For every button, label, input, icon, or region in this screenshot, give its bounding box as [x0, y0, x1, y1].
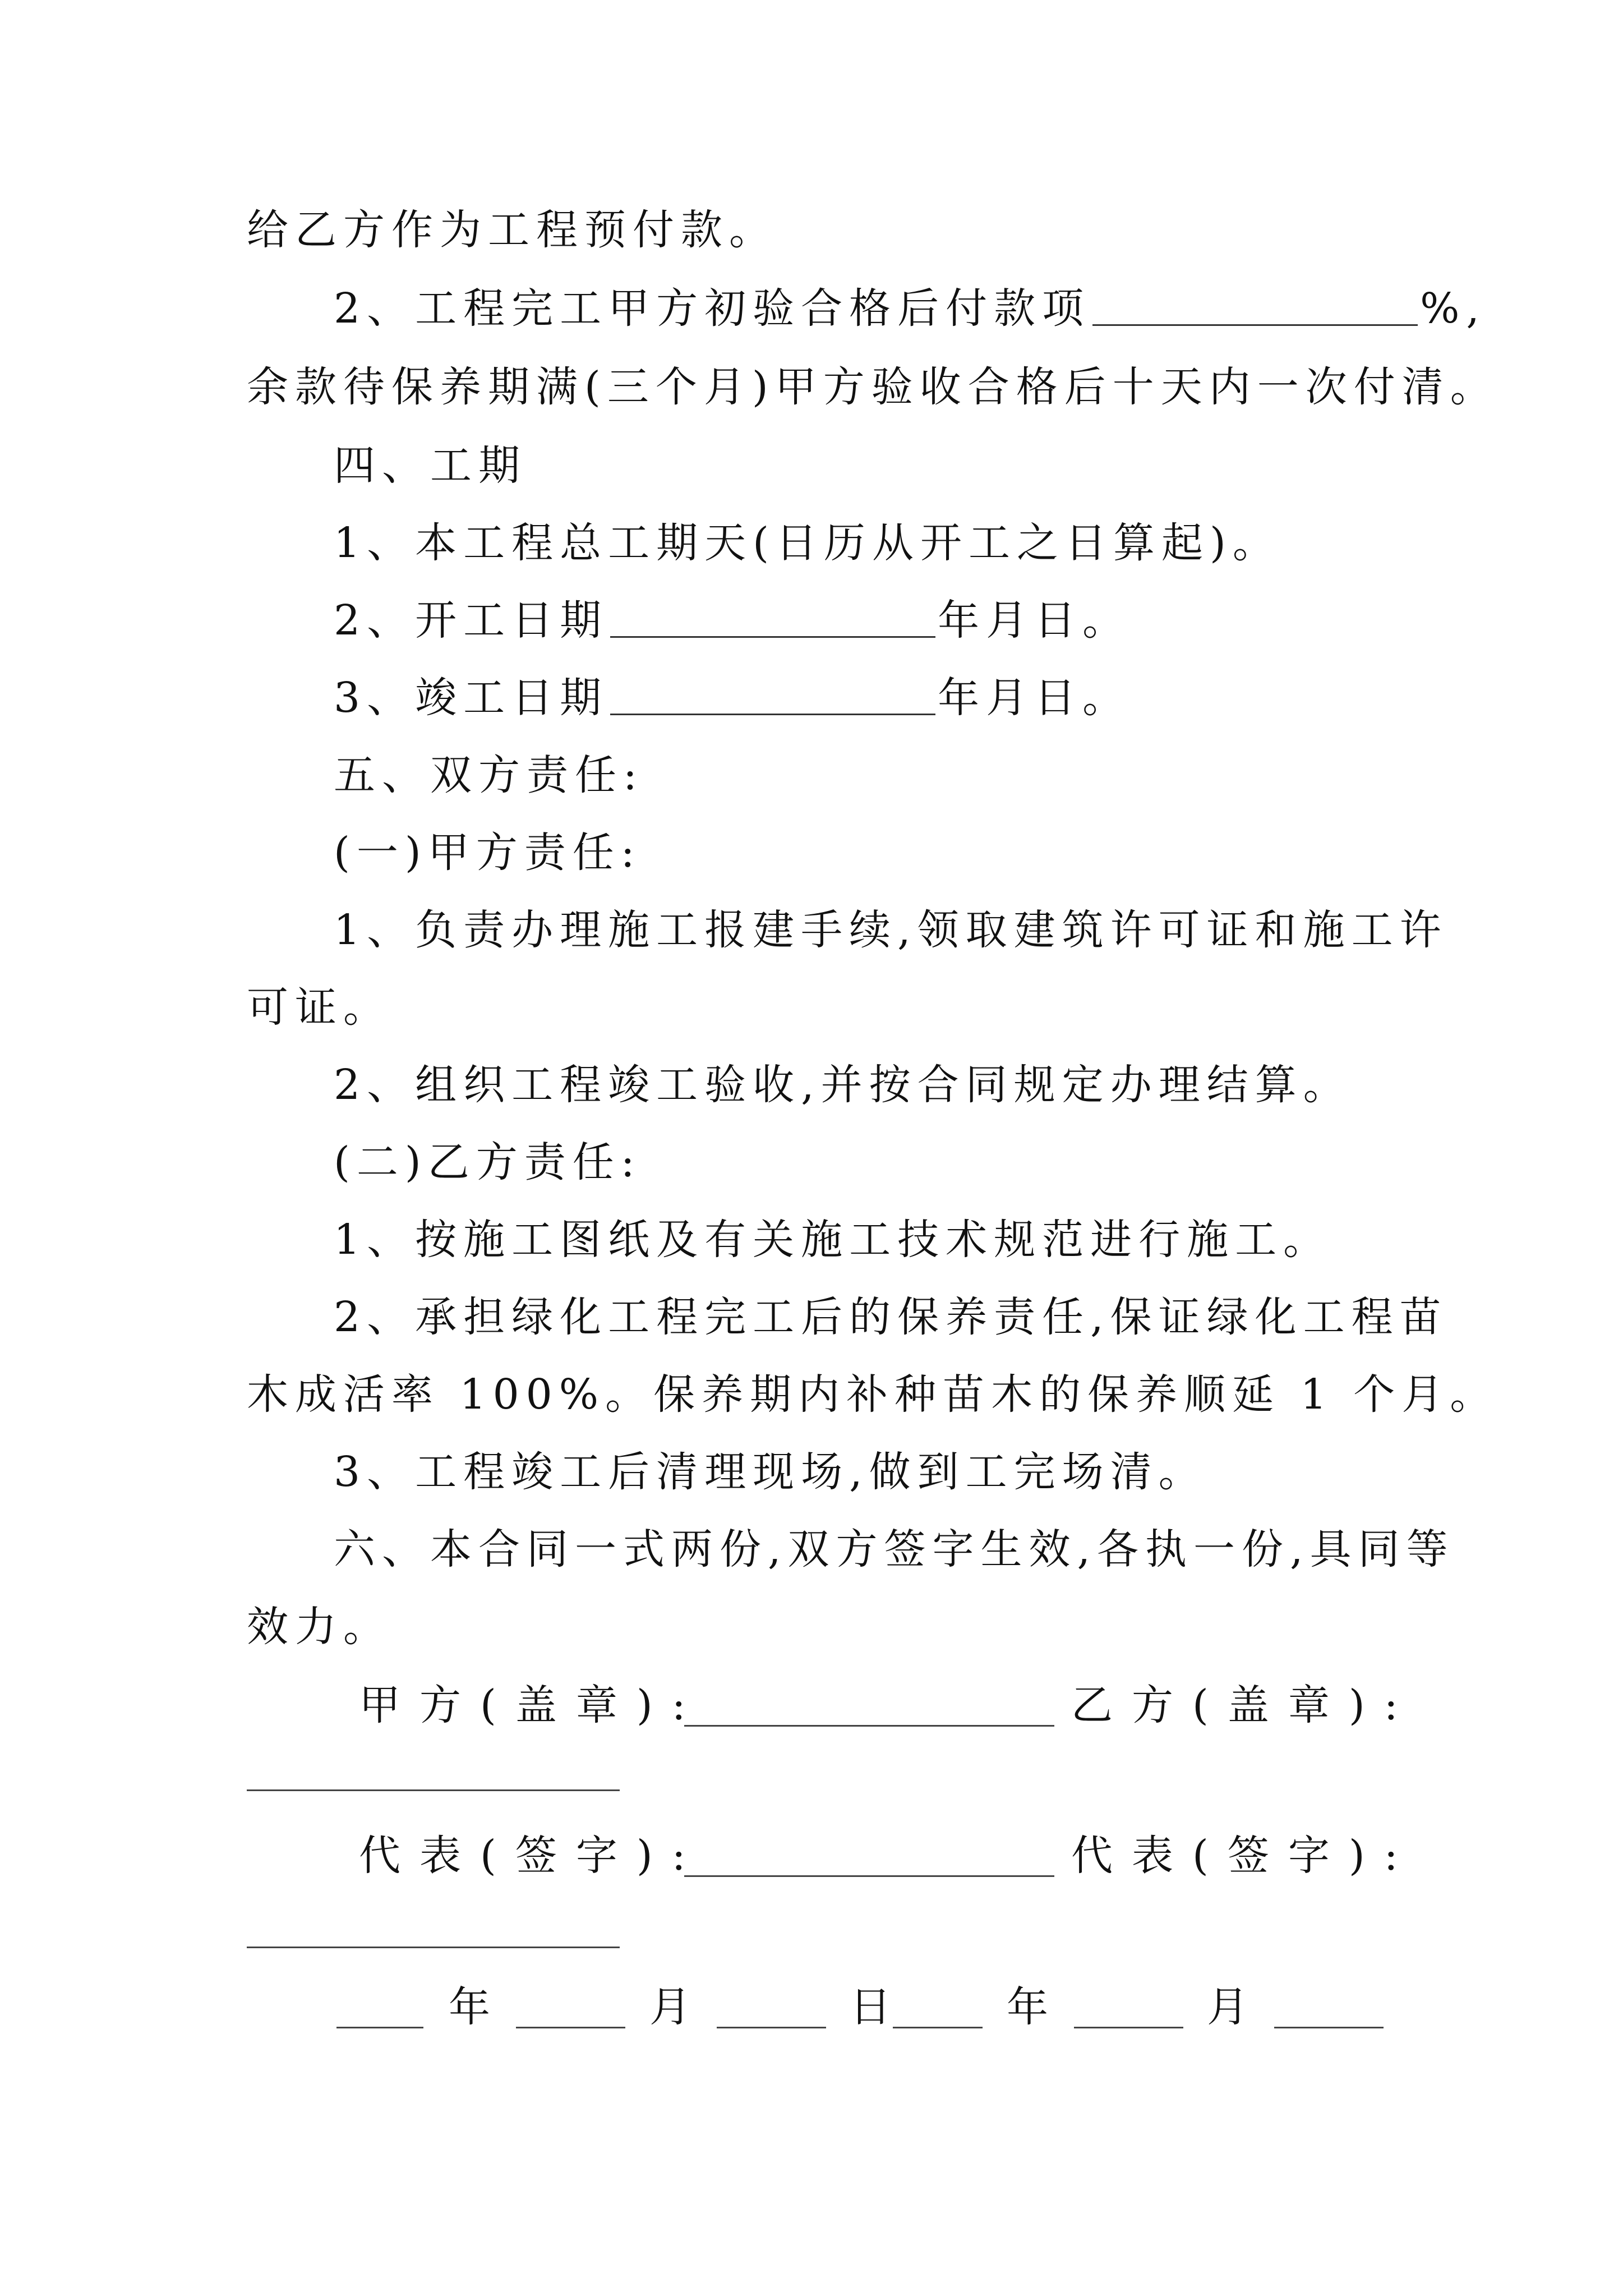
payment-label: 2、工程完工甲方初验合格后付款项 — [334, 284, 1091, 333]
start-date-blank[interactable] — [610, 592, 935, 638]
subheading-party-a: (一)甲方责任: — [334, 829, 642, 877]
date-a-day-blank[interactable] — [717, 2027, 826, 2028]
completion-date-suffix: 年月日。 — [938, 674, 1131, 722]
completion-date-label: 3、竣工日期 — [334, 674, 608, 722]
party-b-seal-label: 乙方(盖章): — [1071, 1681, 1417, 1729]
party-b-seal-line[interactable] — [247, 1789, 620, 1791]
paragraph-copies-cont: 效力。 — [247, 1603, 391, 1651]
date-b-month-label: 月 — [1207, 1983, 1267, 2031]
paragraph-acceptance: 2、组织工程竣工验收,并按合同规定办理结算。 — [334, 1061, 1352, 1109]
section-heading-responsibilities: 五、双方责任: — [334, 751, 644, 799]
paragraph-balance-payment: 余款待保养期满(三个月)甲方验收合格后十天内一次付清。 — [247, 363, 1498, 411]
paragraph-maintenance: 2、承担绿化工程完工后的保养责任,保证绿化工程苗 — [334, 1293, 1448, 1341]
rep-a-sign-line[interactable] — [684, 1875, 1054, 1877]
rep-b-sign-line[interactable] — [247, 1947, 620, 1948]
date-b-year-blank[interactable] — [893, 2027, 983, 2028]
party-a-seal-line[interactable] — [684, 1725, 1054, 1727]
paragraph-completion-date — [334, 670, 1131, 726]
date-b-day-blank[interactable] — [1274, 2027, 1384, 2028]
date-a-day-label: 日 — [850, 1983, 910, 2031]
paragraph-payment-after-inspection — [334, 280, 1486, 337]
date-a-month-blank[interactable] — [516, 2027, 625, 2028]
paragraph-copies: 六、本合同一式两份,双方签字生效,各执一份,具同等 — [334, 1525, 1455, 1573]
date-a-year-blank[interactable] — [336, 2027, 423, 2028]
date-b-month-blank[interactable] — [1074, 2027, 1183, 2028]
start-date-label: 2、开工日期 — [334, 596, 608, 645]
date-a-month-label: 月 — [649, 1983, 710, 2031]
start-date-suffix: 年月日。 — [938, 596, 1131, 645]
date-b-year-label: 年 — [1007, 1983, 1067, 2031]
paragraph-permits-cont: 可证。 — [247, 983, 391, 1032]
paragraph-maintenance-cont: 木成活率 100%。保养期内补种苗木的保养顺延 1 个月。 — [247, 1370, 1498, 1419]
subheading-party-b: (二)乙方责任: — [334, 1138, 642, 1186]
percent-sign: %, — [1420, 284, 1486, 333]
section-heading-schedule: 四、工期 — [334, 441, 527, 490]
rep-b-sign-label: 代表(签字): — [1071, 1832, 1417, 1880]
paragraph-prepayment-end: 给乙方作为工程预付款。 — [247, 206, 777, 254]
rep-a-sign-label: 代表(签字): — [359, 1832, 705, 1880]
paragraph-permits: 1、负责办理施工报建手续,领取建筑许可证和施工许 — [334, 906, 1448, 954]
party-a-seal-label: 甲方(盖章): — [359, 1681, 705, 1729]
paragraph-start-date — [334, 592, 1131, 648]
payment-percent-blank[interactable] — [1092, 280, 1418, 326]
completion-date-blank[interactable] — [610, 670, 935, 715]
paragraph-total-duration: 1、本工程总工期天(日历从开工之日算起)。 — [334, 519, 1281, 567]
paragraph-construction-spec: 1、按施工图纸及有关施工技术规范进行施工。 — [334, 1216, 1332, 1264]
paragraph-site-cleanup: 3、工程竣工后清理现场,做到工完场清。 — [334, 1448, 1207, 1496]
date-a-year-label: 年 — [449, 1983, 509, 2031]
